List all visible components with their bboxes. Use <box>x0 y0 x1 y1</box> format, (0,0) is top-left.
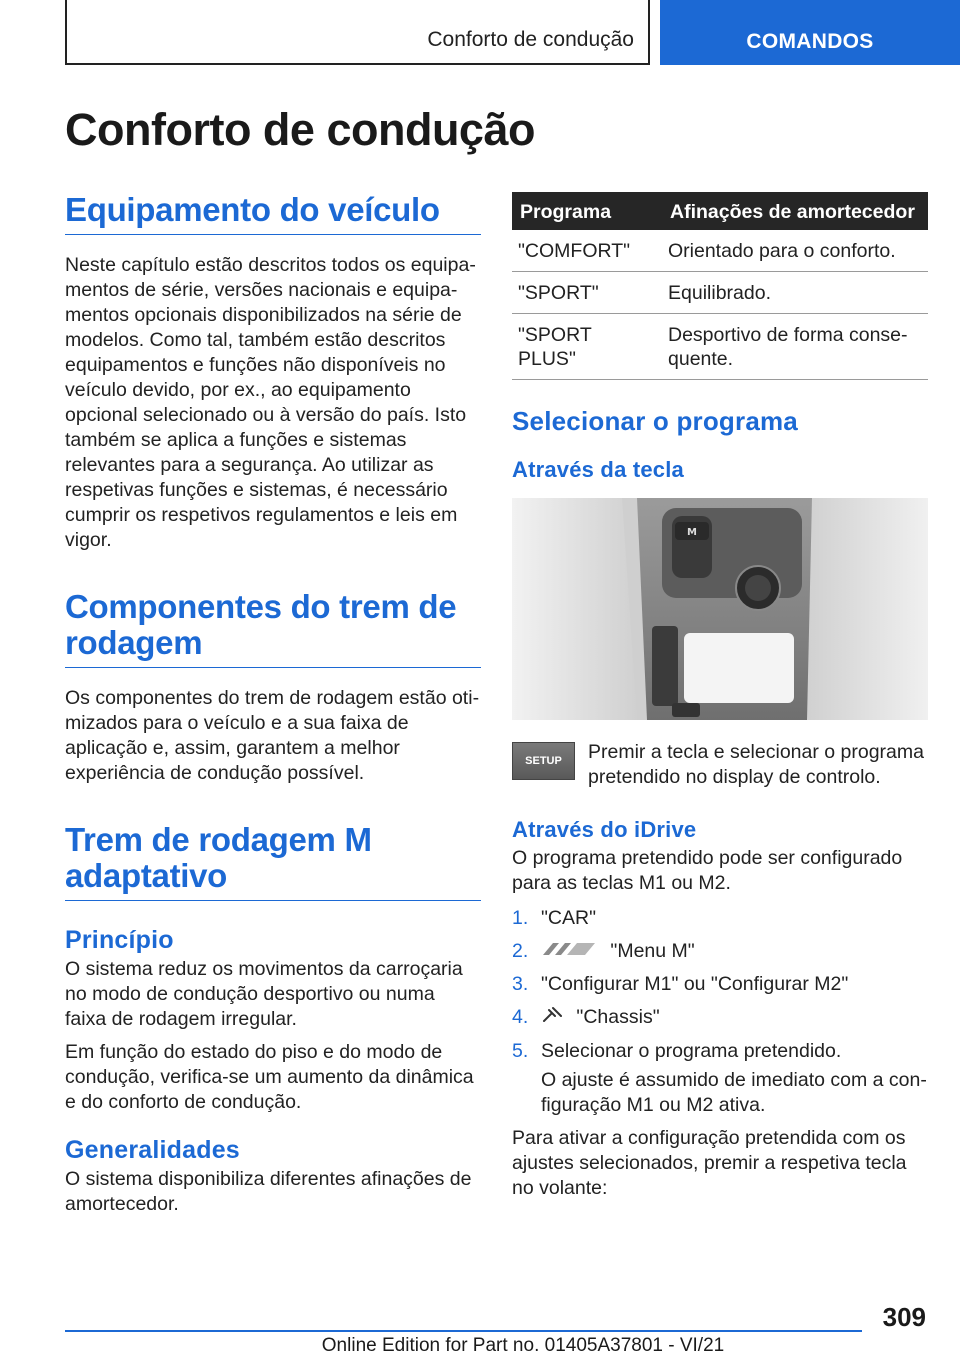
idrive-steps-list <box>512 906 928 1064</box>
list-item <box>512 1039 928 1064</box>
footer-edition: Online Edition for Part no. 01405A37801 - VI/21 <box>321 1335 725 1356</box>
setup-button-icon: SETUP <box>512 742 575 780</box>
page-number: 309 <box>882 1302 926 1332</box>
setup-instruction-text: Premir a tecla e selecionar o programa pretendido no display de controlo. <box>588 741 924 788</box>
table-cell: "COMFORT" <box>512 230 662 272</box>
paragraph-principio-1: O sistema reduz os movimentos da carroçaria no modo de condução desportivo ou numa faixa de rodagem irregular. <box>65 958 463 1030</box>
heading-trem-m: Trem de rodagem M adaptativo <box>65 822 481 901</box>
step-5-note: O ajuste é assumido de imediato com a configuração M1 ou M2 ativa. <box>541 1068 927 1116</box>
paragraph-generalidades: O sistema disponibiliza diferentes afinações de amortecedor. <box>65 1168 472 1215</box>
step-text: "Configurar M1" ou "Configurar M2" <box>541 973 849 996</box>
setup-instruction <box>512 740 928 790</box>
subheading-tecla: Através da tecla <box>512 457 684 482</box>
table-cell: Desportivo de forma consequente. <box>662 314 928 380</box>
list-item <box>512 972 928 997</box>
subheading-principio: Princípio <box>65 926 174 954</box>
table-cell: "SPORT" <box>512 272 662 314</box>
header-section-title: Conforto de condução <box>427 28 634 51</box>
step-text: "Chassis" <box>576 1006 660 1029</box>
step-number: 3. <box>512 973 529 996</box>
header-section-box <box>65 0 650 65</box>
step-text: Selecionar o programa pretendido. <box>541 1039 842 1062</box>
heading-componentes: Componentes do trem de rodagem <box>65 589 481 668</box>
subheading-generalidades: Generalidades <box>65 1136 240 1164</box>
list-item <box>512 939 928 964</box>
table-row <box>512 272 928 314</box>
paragraph-equipamento: Neste capítulo estão descritos todos os equipamentos de série, versões nacionais e equipamentos opcionais disponibilizados na série de modelos. Como tal, também estão descritos equipamentos e funções não disponíveis no veículo devido, por ex., ao equipamento opcional selecionado ou à versão do país. Isto também se aplica a funções e sistemas relevantes para a segurança. Ao utilizar as respetivas funções e sistemas, é necessário cumprir os respetivos regulamentos e leis em vigor. <box>65 254 476 551</box>
svg-text:M: M <box>687 527 697 538</box>
console-illustration <box>512 498 928 720</box>
paragraph-componentes: Os componentes do trem de rodagem estão otimizados para o veículo e a sua faixa de aplicação e, assim, garantem a melhor experiência de condução possível. <box>65 687 480 784</box>
page-title: Conforto de condução <box>65 104 535 155</box>
step-number: 4. <box>512 1006 529 1029</box>
list-item <box>512 1005 928 1030</box>
table-row <box>512 314 928 380</box>
step-text: "Menu M" <box>610 940 695 962</box>
left-column <box>65 192 481 1217</box>
table-header-row <box>512 192 928 230</box>
right-column <box>512 192 928 1201</box>
table-row <box>512 230 928 272</box>
step-number: 5. <box>512 1039 529 1062</box>
heading-equipamento: Equipamento do veículo <box>65 192 481 235</box>
m-menu-icon <box>541 939 597 964</box>
step-text: "CAR" <box>541 907 597 929</box>
heading-selecionar: Selecionar o programa <box>512 406 798 436</box>
table-cell: Equilibrado. <box>662 272 928 314</box>
step-number: 2. <box>512 940 529 962</box>
center-console-photo <box>512 498 928 720</box>
paragraph-idrive: O programa pretendido pode ser configurado para as teclas M1 ou M2. <box>512 847 903 894</box>
subheading-idrive: Através do iDrive <box>512 817 697 842</box>
step-number: 1. <box>512 907 529 929</box>
table-cell: "SPORT PLUS" <box>512 314 662 380</box>
table-cell: Orientado para o conforto. <box>662 230 928 272</box>
table-header-cell: Programa <box>512 192 662 230</box>
footer-divider <box>65 1330 862 1332</box>
chassis-icon <box>541 1006 563 1031</box>
paragraph-principio-2: Em função do estado do piso e do modo de condução, verifica-se um aumento da dinâmica e do conforto de condução. <box>65 1041 474 1113</box>
header-chapter-tab[interactable]: COMANDOS <box>660 0 960 65</box>
table-header-cell: Afinações de amortecedor <box>662 192 928 230</box>
list-item <box>512 906 928 931</box>
paragraph-volante: Para ativar a configuração pretendida com os ajustes selecionados, premir a respetiva tecla no volante: <box>512 1126 907 1199</box>
damper-program-table <box>512 192 928 380</box>
